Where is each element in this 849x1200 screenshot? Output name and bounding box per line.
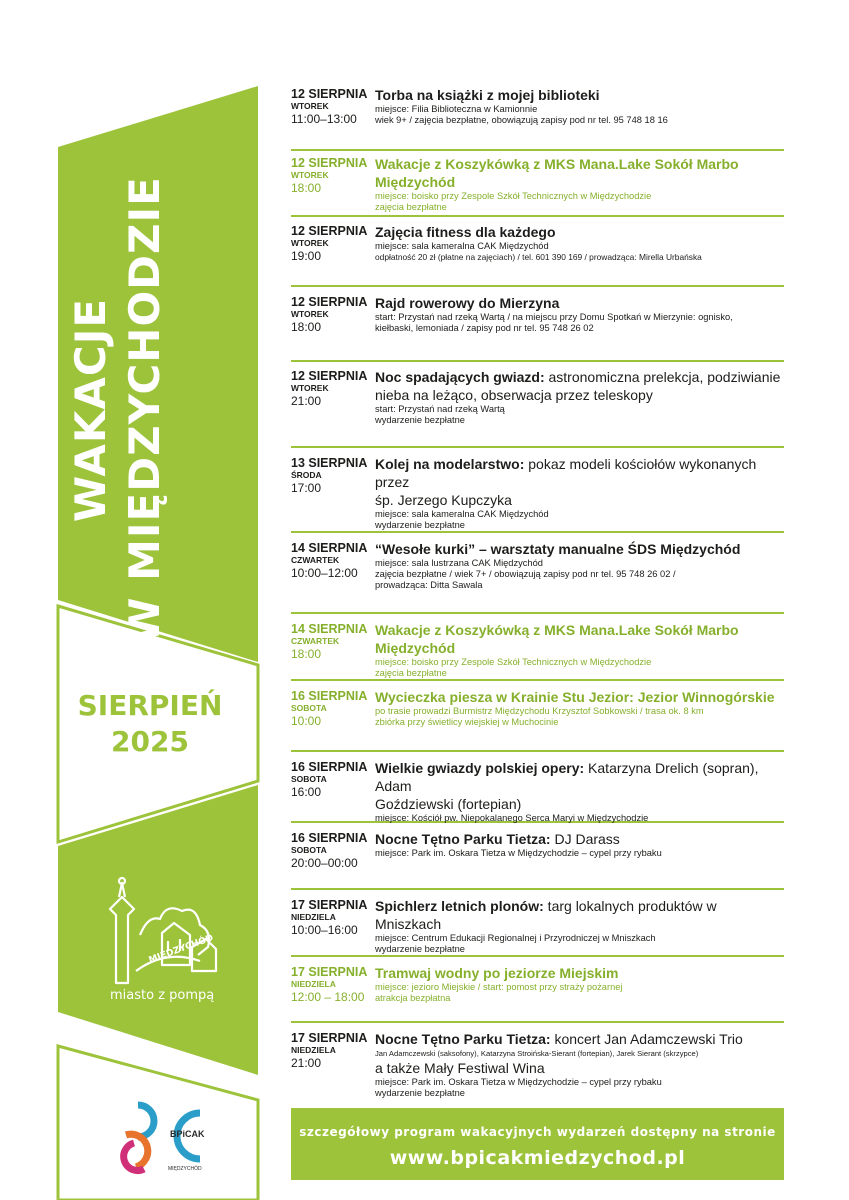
event-title-rest: astronomiczna prelekcja, podziwianie [544,369,781,385]
event-body [375,1030,784,1099]
event-time: 19:00 [291,249,322,263]
vertical-title [64,150,204,670]
event-item [291,154,784,217]
event-date: 12 SIERPNIA [291,369,368,383]
event-body [375,455,784,531]
title-line-1: WAKACJE [66,297,115,523]
event-date-block [291,295,375,334]
event-detail: atrakcja bezpłatna [375,993,451,1003]
event-title [375,155,784,191]
event-body [375,86,784,126]
event-detail: po trasie prowadzi Burmistrz Międzychodu Krzysztof Sobkowski / trasa ok. 8 km [375,706,704,716]
event-title [375,759,784,795]
event-title-bold: Wielkie gwiazdy polskiej opery: [375,760,585,776]
event-title-rest: pokaz modeli kościołów wykonanych przez [375,456,757,490]
event-weekday: NIEDZIELA [291,979,336,989]
event-detail: zajęcia bezpłatne / wiek 7+ / obowiązują zapisy pod nr tel. 95 748 26 02 / [375,569,676,579]
event-date-block [291,369,375,408]
event-body [375,830,784,859]
title-line-2: W MIĘDZYCHODZIE [120,176,169,644]
event-detail: miejsce: boisko przy Zespole Szkół Technicznych w Międzychodzie [375,191,652,201]
event-item [291,620,784,681]
event-date: 12 SIERPNIA [291,87,368,101]
event-date: 12 SIERPNIA [291,224,368,238]
event-body [375,964,784,1004]
event-detail: Jan Adamczewski (saksofony), Katarzyna Stroińska-Sierant (fortepian), Jarek Sierant (skrzypce) [375,1049,699,1058]
event-date: 16 SIERPNIA [291,760,368,774]
event-body [375,540,784,591]
event-detail: miejsce: jezioro Miejskie / start: pomost przy straży pożarnej [375,982,623,992]
event-detail: wydarzenie bezpłatne [375,520,465,530]
event-detail: miejsce: Kościół pw. Niepokalanego Serca Maryi w Międzychodzie [375,813,649,823]
event-time: 10:00 [291,714,322,728]
event-title-line2: Goździewski (fortepian) [375,796,522,812]
event-body [375,759,784,824]
event-time: 12:00 – 18:00 [291,990,365,1004]
event-title-rest: DJ Darass [550,831,620,847]
event-date: 12 SIERPNIA [291,295,368,309]
event-weekday: WTOREK [291,101,329,111]
month-year: 2025 [111,725,189,758]
event-title-bold: Nocne Tętno Parku Tietza: [375,831,551,847]
event-body [375,688,784,728]
event-weekday: WTOREK [291,170,329,180]
event-title [375,688,784,706]
event-detail: start: Przystań nad rzeką Wartą [375,404,505,414]
bpicak-logo [110,1095,210,1180]
event-date: 14 SIERPNIA [291,622,368,636]
event-title [375,294,784,312]
event-date: 16 SIERPNIA [291,689,368,703]
event-item [291,896,784,957]
event-weekday: SOBOTA [291,845,327,855]
event-date-block [291,760,375,799]
event-detail: miejsce: sala kameralna CAK Międzychód [375,509,549,519]
event-title-bold: Spichlerz letnich plonów: [375,898,544,914]
event-title-bold: Rajd rowerowy do Mierzyna [375,295,560,311]
event-title-line3: a także Mały Festiwal Wina [375,1060,545,1076]
event-item [291,758,784,823]
event-title-bold: Kolej na modelarstwo: [375,456,525,472]
event-date: 17 SIERPNIA [291,898,368,912]
event-item [291,367,784,448]
event-date-block [291,1031,375,1070]
event-body [375,368,784,426]
event-time: 21:00 [291,394,322,408]
month-label [75,688,225,760]
event-date: 17 SIERPNIA [291,965,368,979]
footer-banner [291,1108,784,1180]
event-date-block [291,831,375,870]
event-date: 17 SIERPNIA [291,1031,368,1045]
event-detail: miejsce: Park im. Oskara Tietza w Międzychodzie – cypel przy rybaku [375,848,662,858]
event-title-bold: Wakacje z Koszykówką z MKS Mana.Lake Sokół Marbo Międzychód [375,156,739,190]
event-title [375,86,784,104]
event-time: 11:00–13:00 [291,112,357,126]
event-time: 18:00 [291,647,322,661]
event-title-rest: Katarzyna Drelich (sopran), Adam [375,760,759,794]
event-detail: miejsce: sala kameralna CAK Międzychód [375,241,549,251]
event-time: 10:00–12:00 [291,566,358,580]
event-date-block [291,224,375,263]
event-item [291,963,784,1023]
event-detail: wiek 9+ / zajęcia bezpłatne, obowiązują zapisy pod nr tel. 95 748 18 16 [375,115,668,125]
bpicak-logo-subtext: MIĘDZYCHÓD [168,1166,202,1172]
event-title-bold: Tramwaj wodny po jeziorze Miejskim [375,965,619,981]
events-list [291,85,784,1109]
event-detail: miejsce: Park im. Oskara Tietza w Międzychodzie – cypel przy rybaku [375,1077,662,1087]
event-title [375,368,784,386]
event-time: 18:00 [291,181,322,195]
event-detail: miejsce: boisko przy Zespole Szkół Technicznych w Międzychodzie [375,657,652,667]
event-detail: miejsce: Filia Biblioteczna w Kamionnie [375,104,538,114]
event-title-rest: koncert Jan Adamczewski Trio [550,1031,743,1047]
event-title [375,455,784,491]
event-date: 12 SIERPNIA [291,156,368,170]
event-item [291,293,784,362]
event-item [291,687,784,752]
city-emblem-icon [100,875,220,990]
event-detail: prowadząca: Ditta Sawala [375,580,483,590]
event-time: 16:00 [291,785,322,799]
event-date-block [291,87,375,126]
event-title-line2: nieba na leżąco, obserwacja przez teleskopy [375,387,653,403]
event-weekday: WTOREK [291,238,329,248]
event-detail: zajęcia bezpłatne [375,668,447,678]
event-body [375,294,784,334]
event-date-block [291,541,375,580]
event-weekday: SOBOTA [291,703,327,713]
event-detail: miejsce: sala lustrzana CAK Międzychód [375,558,543,568]
event-date: 14 SIERPNIA [291,541,368,555]
event-title [375,540,784,558]
event-weekday: WTOREK [291,309,329,319]
event-detail: wydarzenie bezpłatne [375,415,465,425]
event-title-bold: Zajęcia fitness dla każdego [375,224,556,240]
event-date: 13 SIERPNIA [291,456,368,470]
month-name: SIERPIEŃ [77,689,223,722]
event-title [375,897,784,933]
event-weekday: SOBOTA [291,774,327,784]
event-time: 10:00–16:00 [291,923,358,937]
event-title-bold: Nocne Tętno Parku Tietza: [375,1031,551,1047]
event-detail: zbiórka przy świetlicy wiejskiej w Muchocinie [375,717,559,727]
event-title-bold: Noc spadających gwiazd: [375,369,545,385]
city-logo-caption: miasto z pompą [110,988,215,1003]
event-weekday: WTOREK [291,383,329,393]
event-weekday: NIEDZIELA [291,912,336,922]
event-body [375,621,784,679]
event-detail: wydarzenie bezpłatne [375,944,465,954]
event-detail: zajęcia bezpłatne [375,202,447,212]
event-title-line2: śp. Jerzego Kupczyka [375,492,512,508]
event-title [375,621,784,657]
event-weekday: CZWARTEK [291,636,340,646]
event-title-bold: Wycieczka piesza w Krainie Stu Jezior: Jezior Winnogórskie [375,689,775,705]
event-title-rest: targ lokalnych produktów w Mniszkach [375,898,717,932]
event-detail: wydarzenie bezpłatne [375,1088,465,1098]
event-body [375,155,784,213]
event-date-block [291,622,375,661]
city-logo [100,875,220,1010]
event-detail: odpłatność 20 zł (płatne na zajęciach) / tel. 601 390 169 / prowadząca: Mirella Urbańska [375,252,702,262]
event-date-block [291,965,375,1004]
event-detail: start: Przystań nad rzeką Wartą / na miejscu przy Domu Spotkań w Mierzynie: ognisko, [375,312,733,322]
event-time: 17:00 [291,481,322,495]
event-item [291,85,784,151]
event-item [291,222,784,287]
event-time: 18:00 [291,320,322,334]
event-time: 20:00–00:00 [291,856,358,870]
event-title [375,1030,784,1048]
event-detail: kiełbaski, lemoniada / zapisy pod nr tel. 95 748 26 02 [375,323,594,333]
event-title-bold: Wakacje z Koszykówką z MKS Mana.Lake Sokół Marbo Międzychód [375,622,739,656]
event-date-block [291,689,375,728]
event-title-bold: “Wesołe kurki” – warsztaty manualne ŚDS Międzychód [375,541,741,557]
event-item [291,539,784,614]
footer-website-link[interactable]: www.bpicakmiedzychod.pl [389,1147,686,1169]
event-title-bold: Torba na książki z mojej biblioteki [375,87,600,103]
city-logo-text: MIĘDZYCHÓD [147,933,215,966]
event-title [375,830,784,848]
event-date-block [291,456,375,495]
event-title [375,223,784,241]
event-time: 21:00 [291,1056,322,1070]
event-date: 16 SIERPNIA [291,831,368,845]
footer-info: szczegółowy program wakacyjnych wydarzeń dostępny na stronie [299,1125,776,1139]
event-weekday: ŚRODA [291,470,322,480]
event-weekday: CZWARTEK [291,555,340,565]
event-detail: miejsce: Centrum Edukacji Regionalnej i Przyrodniczej w Mniszkach [375,933,656,943]
event-body [375,223,784,263]
event-weekday: NIEDZIELA [291,1045,336,1055]
event-title [375,964,784,982]
event-date-block [291,156,375,195]
event-item [291,1029,784,1109]
event-item [291,829,784,890]
event-date-block [291,898,375,937]
event-body [375,897,784,955]
event-item [291,454,784,533]
bpicak-logo-text: BPiCAK [170,1129,205,1139]
